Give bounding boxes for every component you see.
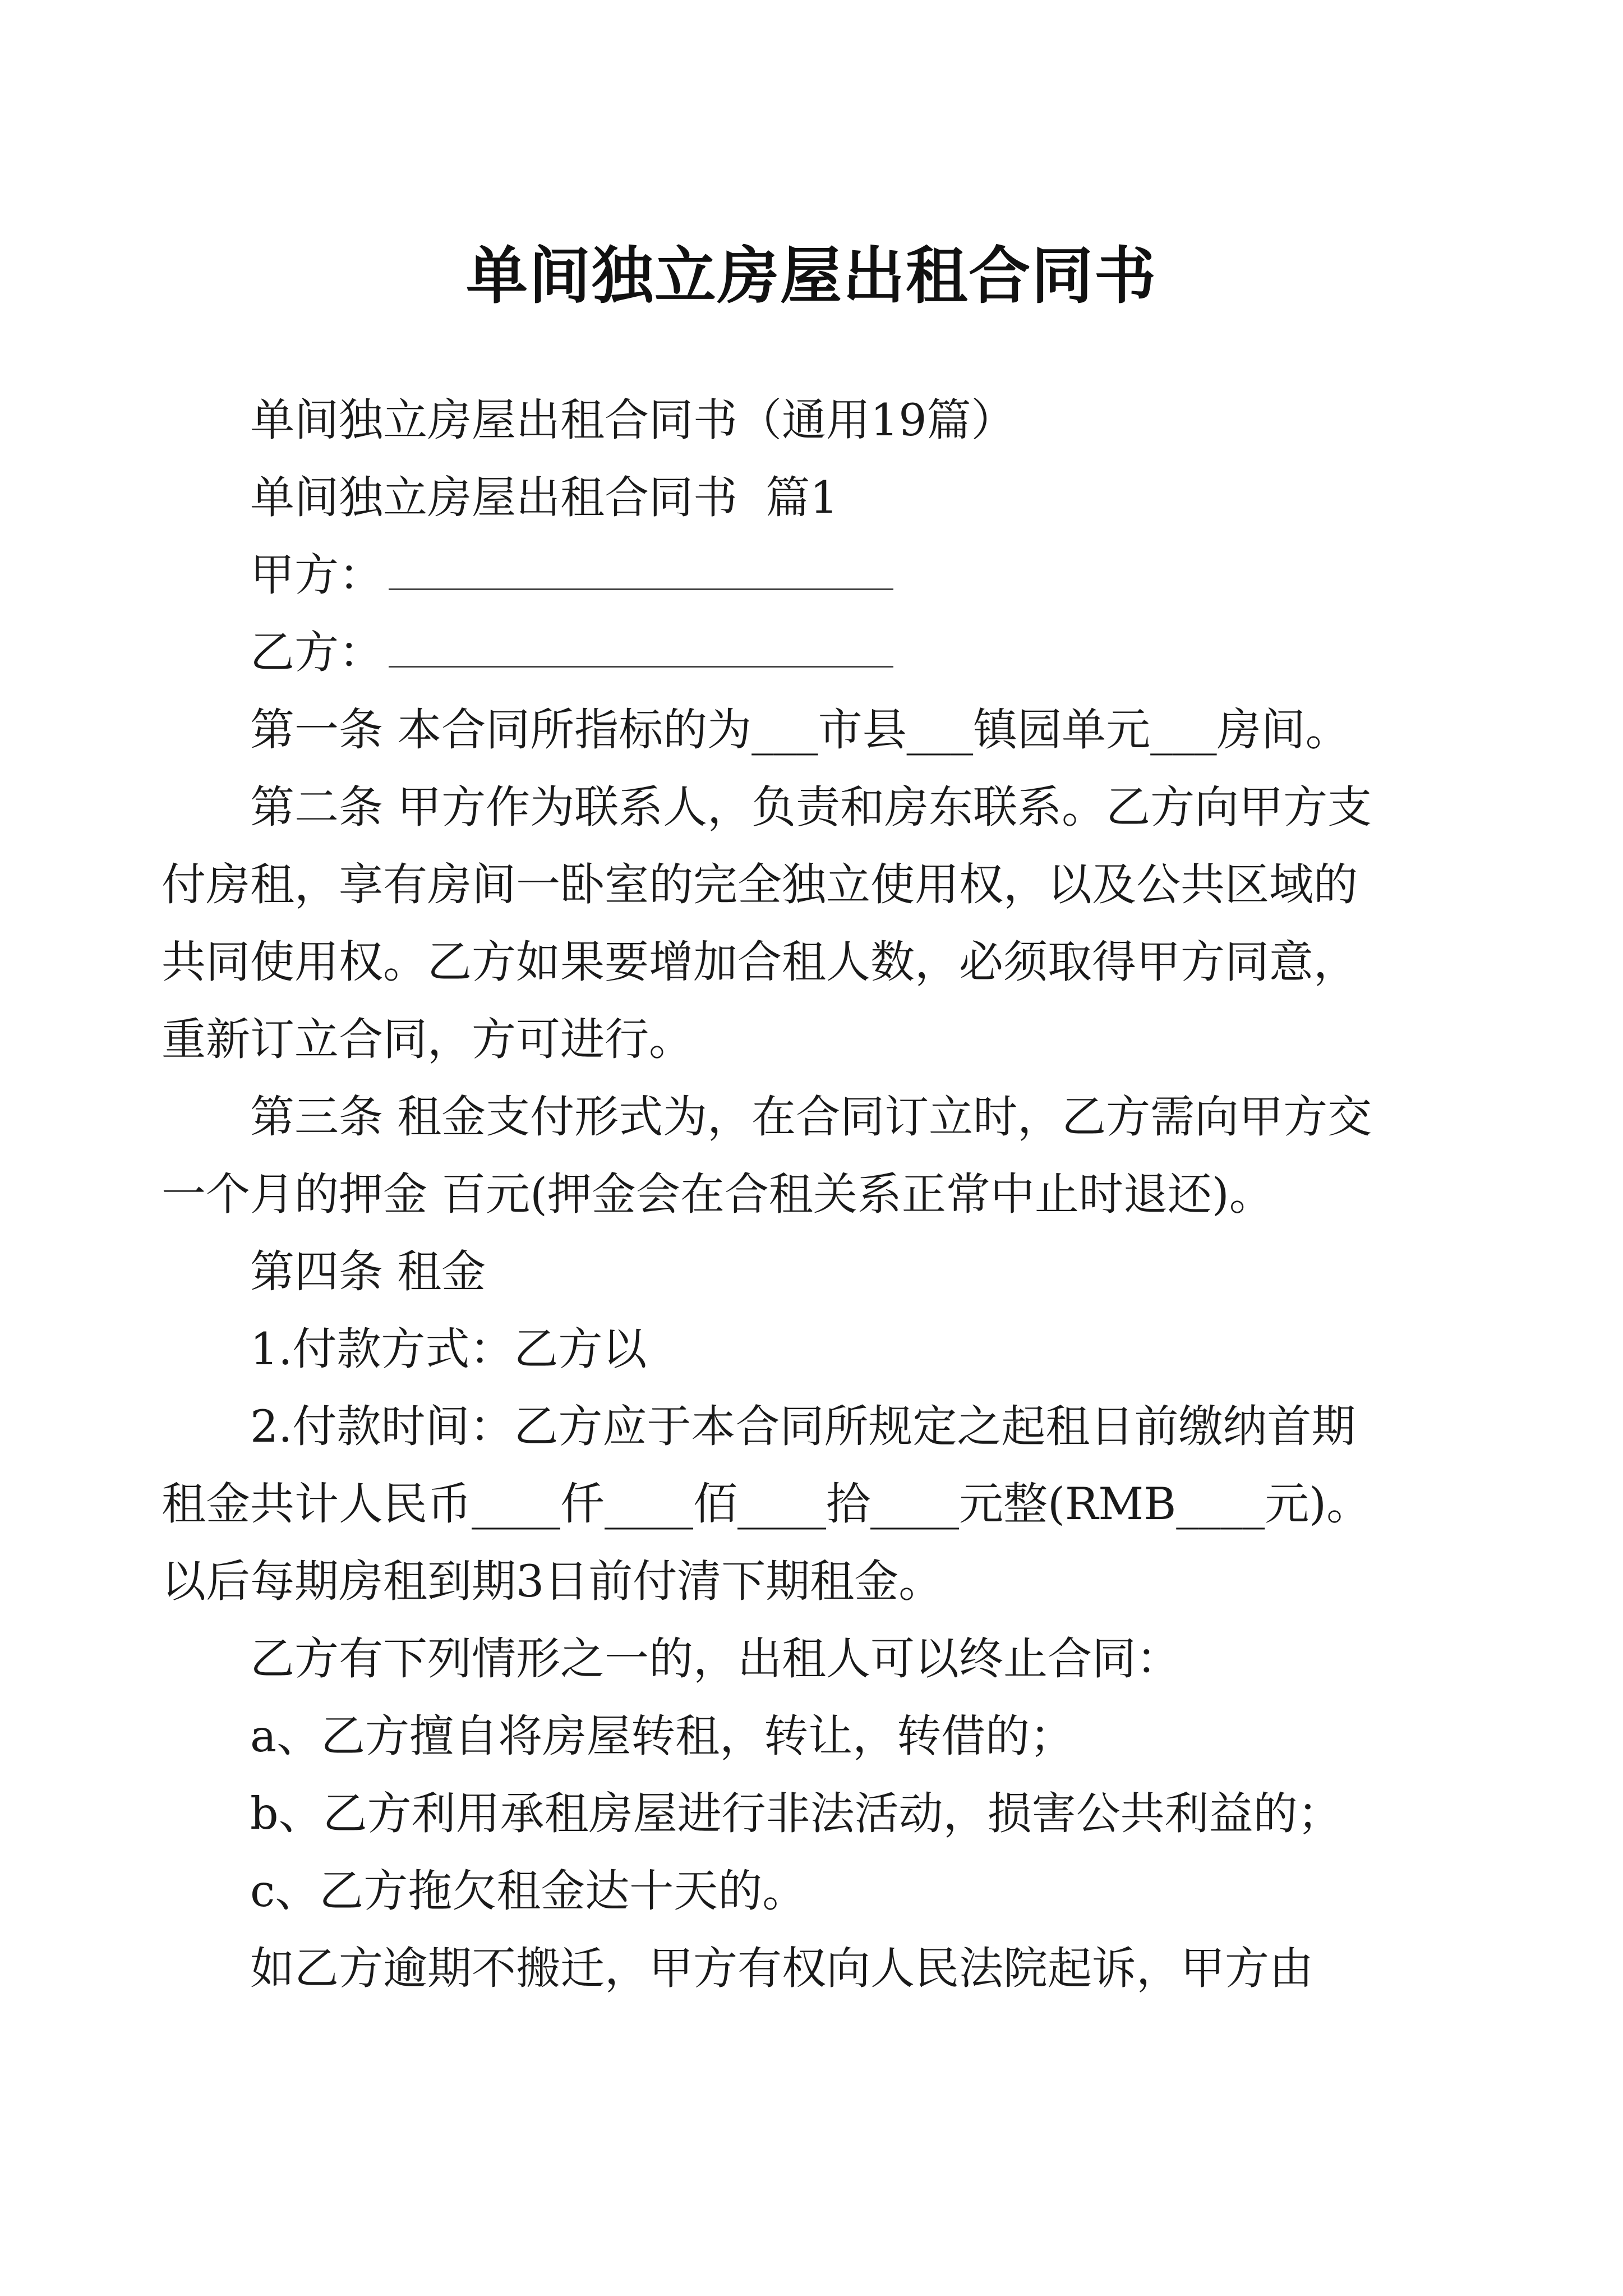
party-a-line <box>250 536 1394 614</box>
article-4-heading: 第四条 租金 <box>250 1246 486 1297</box>
party-a-blank <box>389 545 893 590</box>
termination-item-c: c、乙方拖欠租金达十天的。 <box>250 1865 807 1917</box>
document-subtitle: 单间独立房屋出租合同书（通用19篇） <box>250 394 1016 446</box>
payment-method: 1.付款方式：乙方以 <box>250 1323 647 1375</box>
termination-item-a: a、乙方擅自将房屋转租，转让，转借的； <box>250 1710 1075 1762</box>
eviction-clause: 如乙方逾期不搬迁，甲方有权向人民法院起诉，甲方由 <box>250 1943 1313 1994</box>
party-b-line <box>250 614 1394 691</box>
article-1: 第一条 本合同所指标的为___市县___镇园单元___房间。 <box>250 704 1350 756</box>
section-heading: 单间独立房屋出租合同书 篇1 <box>250 472 838 523</box>
document-title: 单间独立房屋出租合同书 <box>466 239 1157 312</box>
payment-time: 2.付款时间：乙方应于本合同所规定之起租日前缴纳首期租金共计人民币____仟____佰____拾____元整(RMB____元)。以后每期房租到期3日前付清下期租金。 <box>162 1401 1371 1607</box>
document-body <box>162 381 1394 2007</box>
article-3: 第三条 租金支付形式为，在合同订立时，乙方需向甲方交一个月的押金 百元(押金会在合租关系正常中止时退还)。 <box>162 1091 1372 1220</box>
termination-item-b: b、乙方利用承租房屋进行非法活动，损害公共利益的； <box>250 1788 1342 1839</box>
party-a-label: 甲方： <box>250 549 383 601</box>
article-2: 第二条 甲方作为联系人，负责和房东联系。乙方向甲方支付房租，享有房间一卧室的完全独立使用权，以及公共区域的共同使用权。乙方如果要增加合租人数，必须取得甲方同意，重新订立合同，方可进行。 <box>162 781 1372 1065</box>
party-b-label: 乙方： <box>250 627 383 678</box>
party-b-blank <box>389 622 893 668</box>
termination-intro: 乙方有下列情形之一的，出租人可以终止合同： <box>250 1633 1181 1685</box>
